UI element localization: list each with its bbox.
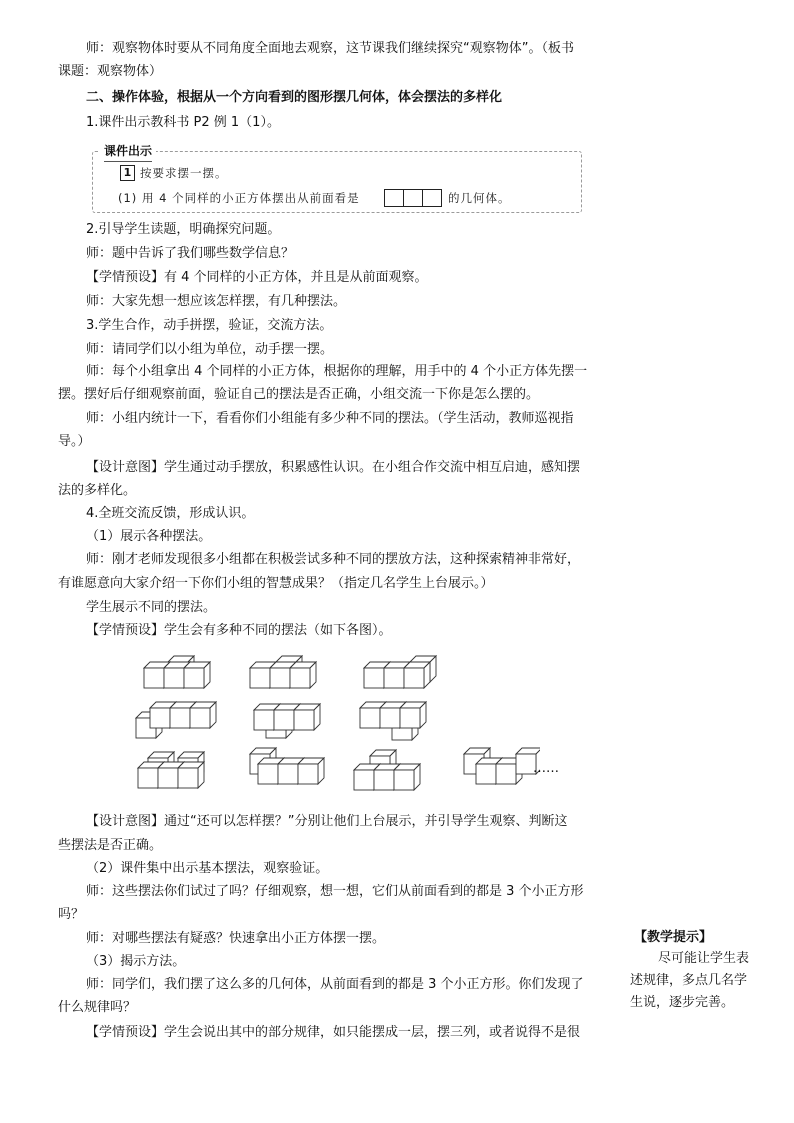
text-line: 师：大家先想一想应该怎样摆，有几种摆法。: [86, 294, 347, 309]
front-view-squares: [385, 189, 442, 207]
text-line: 3.学生合作，动手拼摆，验证，交流方法。: [86, 318, 333, 333]
text-line: 【学情预设】有 4 个同样的小正方体，并且是从前面观察。: [86, 270, 428, 285]
text-line: 导。）: [58, 434, 91, 449]
text-line: 师：观察物体时要从不同角度全面地去观察，这节课我们继续探究“观察物体”。（板书: [86, 41, 574, 56]
text-line: 师：请同学们以小组为单位，动手摆一摆。: [86, 342, 334, 357]
text-line: 摆。摆好后仔细观察前面，验证自己的摆法是否正确，小组交流一下你是怎么摆的。: [58, 387, 540, 402]
arrangement-9: [354, 750, 420, 790]
text-line: 师：小组内统计一下，看看你们小组能有多少种不同的摆法。（学生活动，教师巡视指: [86, 411, 574, 426]
text-line: 2.引导学生读题，明确探究问题。: [86, 222, 281, 237]
text-line: （3）揭示方法。: [86, 954, 186, 969]
arrangement-1: [144, 656, 210, 688]
arrangement-2: [250, 656, 316, 688]
arrangement-8: [250, 748, 324, 784]
text-line: 些摆法是否正确。: [58, 838, 163, 853]
text-line: 师：刚才老师发现很多小组都在积极尝试多种不同的摆放方法，这种探索精神非常好，: [86, 552, 581, 567]
text-line: 1.课件出示教科书 P2 例 1（1）。: [86, 115, 280, 130]
text-line: 师：对哪些摆法有疑惑？快速拿出小正方体摆一摆。: [86, 931, 386, 946]
text-line: 有谁愿意向大家介绍一下你们小组的智慧成果？（指定几名学生上台展示。）: [58, 576, 494, 591]
text-line: 【学情预设】学生会说出其中的部分规律，如只能摆成一层，摆三列，或者说得不是很: [86, 1025, 581, 1040]
section-heading: 二、操作体验，根据从一个方向看到的图形摆几何体，体会摆法的多样化: [86, 90, 503, 105]
arrangement-3: [364, 656, 436, 688]
text-line: 【学情预设】学生会有多种不同的摆法（如下各图）。: [86, 623, 392, 638]
teaching-tip-line: 生说，逐步完善。: [630, 995, 735, 1010]
text-line: 师：同学们，我们摆了这么多的几何体，从前面看到的都是 3 个小正方形。你们发现了: [86, 977, 584, 992]
arrangement-5: [254, 704, 320, 738]
teaching-tip-line: 尽可能让学生表: [658, 951, 750, 966]
text-line: 【设计意图】通过“还可以怎样摆？”分别让他们上台展示，并引导学生观察、判断这: [86, 814, 568, 829]
courseware-title: 课件出示: [100, 143, 156, 159]
text-line: 学生展示不同的摆法。: [86, 600, 217, 615]
text-line: 师：题中告诉了我们哪些数学信息？: [86, 246, 295, 261]
example-question: (1) 用 4 个同样的小正方体摆出从前面看是: [118, 191, 360, 205]
teaching-tip-title: 【教学提示】: [634, 930, 713, 945]
arrangement-6: [360, 702, 426, 740]
square: [403, 189, 423, 207]
arrangement-4: [136, 702, 216, 738]
text-line: 吗？: [58, 907, 85, 922]
square: [422, 189, 442, 207]
example-question-suffix: 的几何体。: [448, 191, 511, 205]
cube-arrangements-figure: [120, 640, 540, 815]
text-line: 什么规律吗？: [58, 1000, 137, 1015]
text-line: （2）课件集中出示基本摆法，观察验证。: [86, 861, 329, 876]
text-line: 师：这些摆法你们试过了吗？仔细观察，想一想，它们从前面看到的都是 3 个小正方形: [86, 884, 584, 899]
text-line: 【设计意图】学生通过动手摆放，积累感性认识。在小组合作交流中相互启迪，感知摆: [86, 460, 581, 475]
text-line: 法的多样化。: [58, 483, 137, 498]
text-line: 课题：观察物体）: [58, 64, 163, 79]
square: [384, 189, 404, 207]
ellipsis: ……: [533, 761, 559, 776]
teaching-tip-line: 述规律，多点几名学: [630, 973, 748, 988]
text-line: 4.全班交流反馈，形成认识。: [86, 506, 255, 521]
example-number: 1: [120, 165, 135, 181]
teaching-tip-text: [630, 948, 775, 1014]
example-prompt: 按要求摆一摆。: [140, 166, 228, 180]
arrangement-10: [464, 748, 540, 784]
text-line: 师：每个小组拿出 4 个同样的小正方体，根据你的理解，用手中的 4 个小正方体先摆一: [86, 364, 588, 379]
arrangement-7: [138, 752, 204, 788]
text-line: （1）展示各种摆法。: [86, 529, 212, 544]
